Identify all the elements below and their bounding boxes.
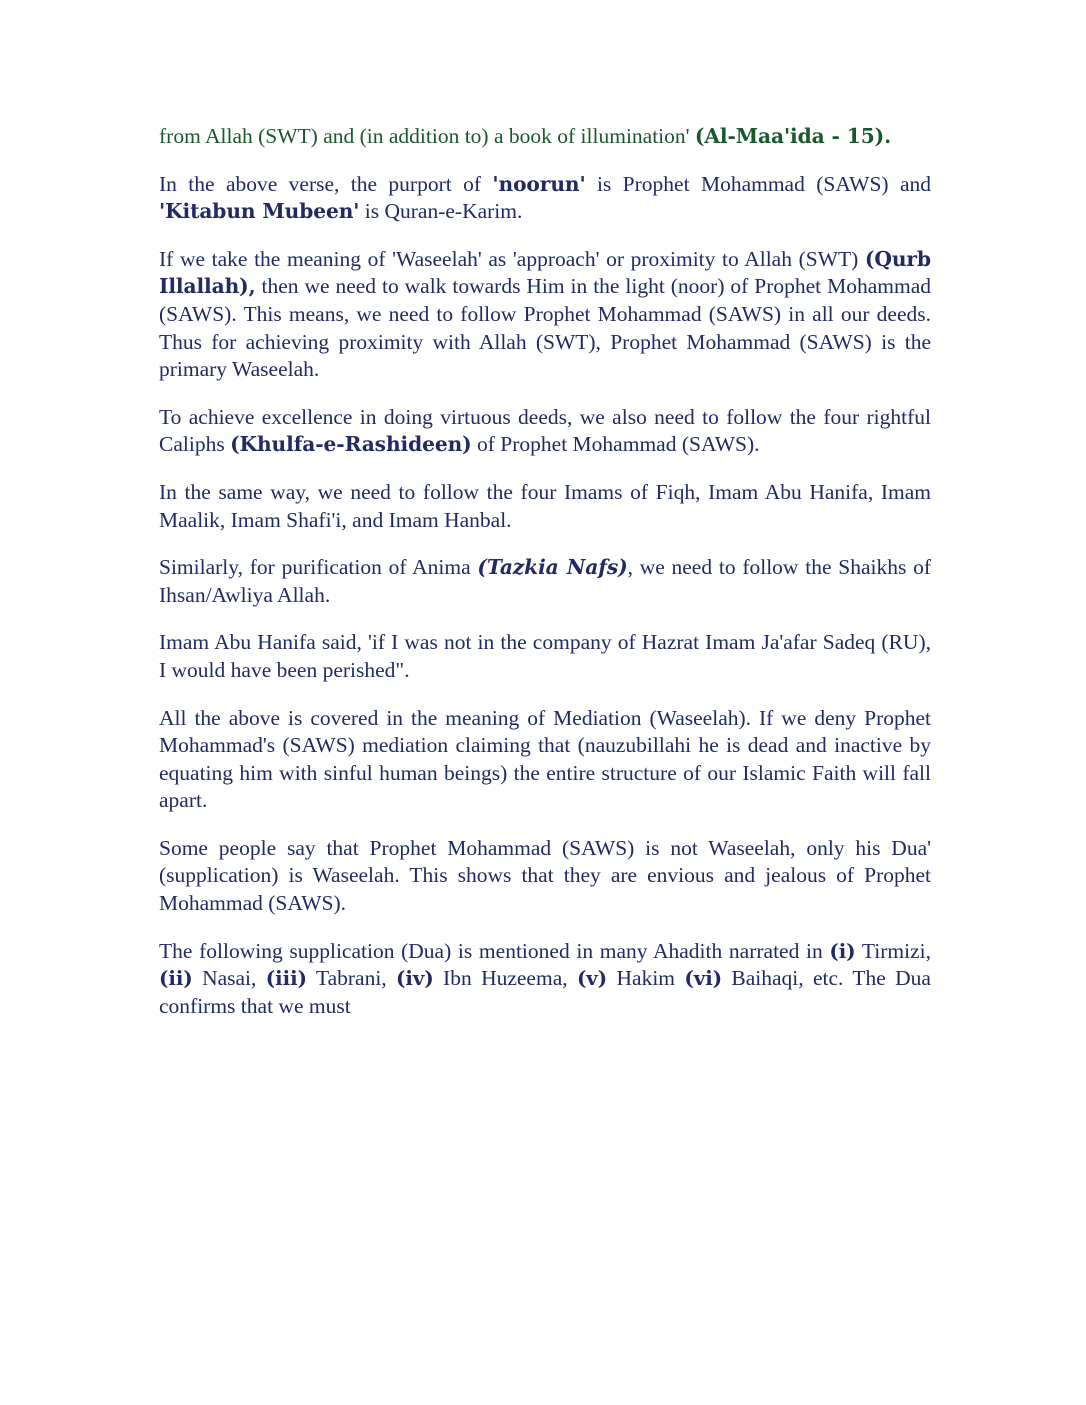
narrator-name-hakim: Hakim (607, 966, 685, 991)
bold-term-khulfa-e-rashideen: (Khulfa-e-Rashideen) (230, 432, 472, 457)
bold-roman-numeral-v: (v) (576, 966, 608, 991)
bold-term-kitabun-mubeen: 'Kitabun Mubeen' (159, 199, 360, 224)
bold-italic-term-tazkia-nafs: (Tazkia Nafs) (477, 555, 628, 580)
paragraph-text: To achieve excellence in doing virtuous deeds, we also need to follow the four rightful Caliphs (159, 404, 931, 457)
narrator-name-nasai: Nasai, (192, 966, 266, 991)
paragraph-text: of Prophet Mohammad (SAWS). (471, 432, 760, 457)
paragraph-text: In the above verse, the purport of (159, 171, 493, 196)
bold-term-noorun: 'noorun' (492, 171, 586, 196)
paragraph-text: then we need to walk towards Him in the light (noor) of Prophet Mohammad (SAWS). This means, we need to follow Prophet Mohammad (SAWS) in all our deeds. Thus for achieving proximity with Allah (SWT), Prophet Mohammad (SAWS) is the primary Waseelah. (159, 274, 931, 382)
bold-term-qurb-illallah: (Qurb Illallah), (159, 246, 931, 299)
bold-roman-numeral-ii: (ii) (159, 966, 193, 991)
bold-roman-numeral-iii: (iii) (265, 966, 307, 991)
paragraph-imam-abu-hanifa-quote: Imam Abu Hanifa said, 'if I was not in the company of Hazrat Imam Ja'afar Sadeq (RU), I would have been perished". (159, 630, 931, 682)
paragraph-mediation-summary: All the above is covered in the meaning of Mediation (Waseelah). If we deny Prophet Mohammad's (SAWS) mediation claiming that (nauzubillahi he is dead and inactive by equating him with sinful human beings) the entire structure of our Islamic Faith will fall apart. (159, 705, 931, 813)
narrator-name-tabrani: Tabrani, (306, 966, 397, 991)
narrator-name-ibn-huzeema: Ibn Huzeema, (433, 966, 577, 991)
paragraph-four-imams: In the same way, we need to follow the four Imams of Fiqh, Imam Abu Hanifa, Imam Maalik, Imam Shafi'i, and Imam Hanbal. (159, 479, 931, 532)
paragraph-noorun-explanation (159, 171, 931, 226)
document-body (159, 123, 931, 1040)
paragraph-al-maaida-citation (159, 123, 931, 151)
bold-roman-numeral-i: (i) (829, 938, 856, 963)
bold-citation-reference: (Al-Maa'ida - 15). (694, 124, 892, 148)
narrator-name-baihaqi: Baihaqi, etc. The Dua confirms that we must (159, 966, 931, 1018)
paragraph-some-people-say: Some people say that Prophet Mohammad (SAWS) is not Waseelah, only his Dua' (supplication) is Waseelah. This shows that they are envious and jealous of Prophet Mohammad (SAWS). (159, 835, 931, 916)
paragraph-khulfa-e-rashideen (159, 404, 931, 459)
paragraph-text: If we take the meaning of 'Waseelah' as 'approach' or proximity to Allah (SWT) (159, 246, 865, 271)
paragraph-dua-narrations (159, 938, 931, 1021)
paragraph-text: from Allah (SWT) and (in addition to) a book of illumination' (159, 124, 695, 148)
narrator-name-tirmizi: Tirmizi, (855, 938, 932, 963)
bold-roman-numeral-iv: (iv) (396, 966, 434, 991)
paragraph-text: The following supplication (Dua) is mentioned in many Ahadith narrated in (159, 938, 830, 963)
paragraph-tazkia-nafs (159, 554, 931, 609)
paragraph-waseelah-meaning (159, 246, 931, 384)
paragraph-text: is Prophet Mohammad (SAWS) and (585, 171, 931, 196)
paragraph-text: is Quran-e-Karim. (359, 199, 523, 224)
paragraph-text: , we need to follow the Shaikhs of Ihsan/Awliya Allah. (159, 555, 931, 607)
paragraph-text: Similarly, for purification of Anima (159, 555, 478, 580)
bold-roman-numeral-vi: (vi) (684, 966, 723, 991)
